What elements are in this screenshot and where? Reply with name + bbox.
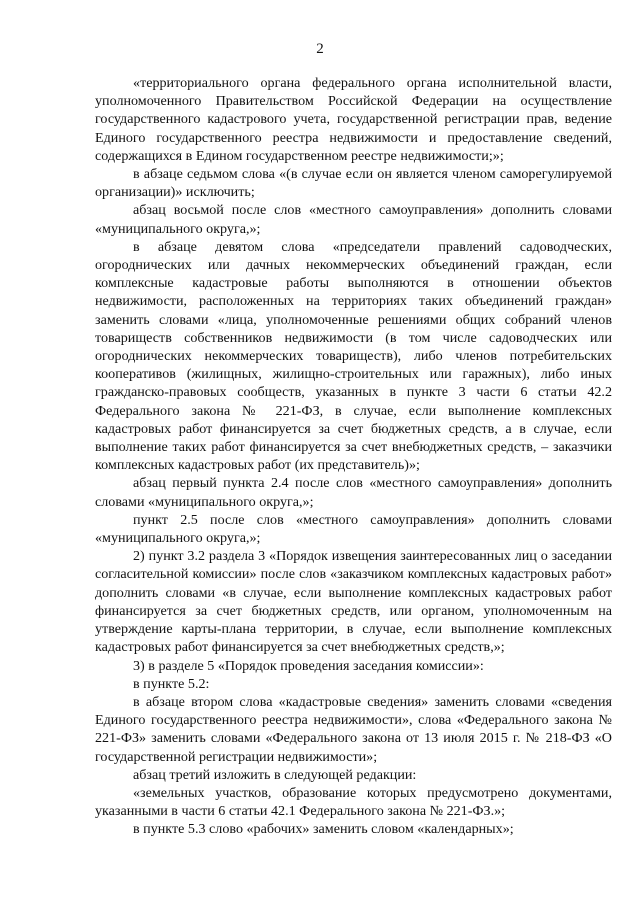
paragraph: «земельных участков, образование которых предусмотрено документами, указанными в части 6 статьи 42.1 Федерального закона № 221-ФЗ.»;	[95, 784, 612, 820]
paragraph: абзац первый пункта 2.4 после слов «местного самоуправления» дополнить словами «муниципального округа,»;	[95, 475, 612, 510]
paragraph: в абзаце седьмом слова «(в случае если он является членом саморегулируемой организации)» исключить;	[95, 166, 612, 201]
paragraph: в абзаце девятом слова «председатели правлений садоводческих, огороднических или дачных некоммерческих объединений граждан, если комплексные кадастровые работы выполняются в отношении объектов недвижимости, расположенных на территориях таких объединений граждан» заменить словами «лица, уполномоченные решениями общих собраний членов товариществ собственников недвижимости (в том числе садоводческих или огороднических некоммерческих товариществ), либо членов потребительских кооперативов (жилищных, жилищно-строительных или гаражных), либо иных гражданско-правовых сообществ, указанных в пункте 3 части 6 статьи 42.2 Федерального закона № 221-ФЗ, в случае, если выполнение комплексных кадастровых работ финансируется за счет бюджетных средств, а в случае, если выполнение таких работ финансируется за счет внебюджетных средств, – заказчики комплексных кадастровых работ (их представитель)»;	[95, 238, 612, 474]
paragraph: в абзаце втором слова «кадастровые сведения» заменить словами «сведения Единого государственного реестра недвижимости», слова «Федерального закона № 221-ФЗ» заменить словами «Федерального закона от 13 июля 2015 г. № 218-ФЗ «О государственной регистрации недвижимости»;	[95, 693, 612, 765]
paragraph: пункт 2.5 после слов «местного самоуправления» дополнить словами «муниципального округа,»;	[95, 511, 612, 547]
paragraph: абзац третий изложить в следующей редакции:	[133, 766, 417, 783]
paragraph: в пункте 5.2:	[133, 675, 210, 692]
document-body	[95, 74, 612, 839]
paragraph: 3) в разделе 5 «Порядок проведения заседания комиссии»:	[133, 657, 484, 674]
paragraph: «территориального органа федерального органа исполнительной власти, уполномоченного Правительством Российской Федерации на осуществление государственного кадастрового учета, государственной регистрации прав, ведение Единого государственного реестра недвижимости и предоставление сведений, содержащихся в Едином государственном реестре недвижимости;»;	[95, 75, 612, 164]
paragraph: в пункте 5.3 слово «рабочих» заменить словом «календарных»;	[133, 821, 514, 838]
page-number: 2	[316, 41, 324, 57]
paragraph: 2) пункт 3.2 раздела 3 «Порядок извещения заинтересованных лиц о заседании согласительной комиссии» после слов «заказчиком комплексных кадастровых работ» дополнить словами «в случае, если выполнение комплексных кадастровых работ финансируется за счет бюджетных средств, или органом, уполномоченным на утверждение карты-плана территории, в случае, если выполнение комплексных кадастровых работ финансируется за счет внебюджетных средств,»;	[95, 548, 612, 656]
paragraph: абзац восьмой после слов «местного самоуправления» дополнить словами «муниципального округа,»;	[95, 202, 612, 237]
